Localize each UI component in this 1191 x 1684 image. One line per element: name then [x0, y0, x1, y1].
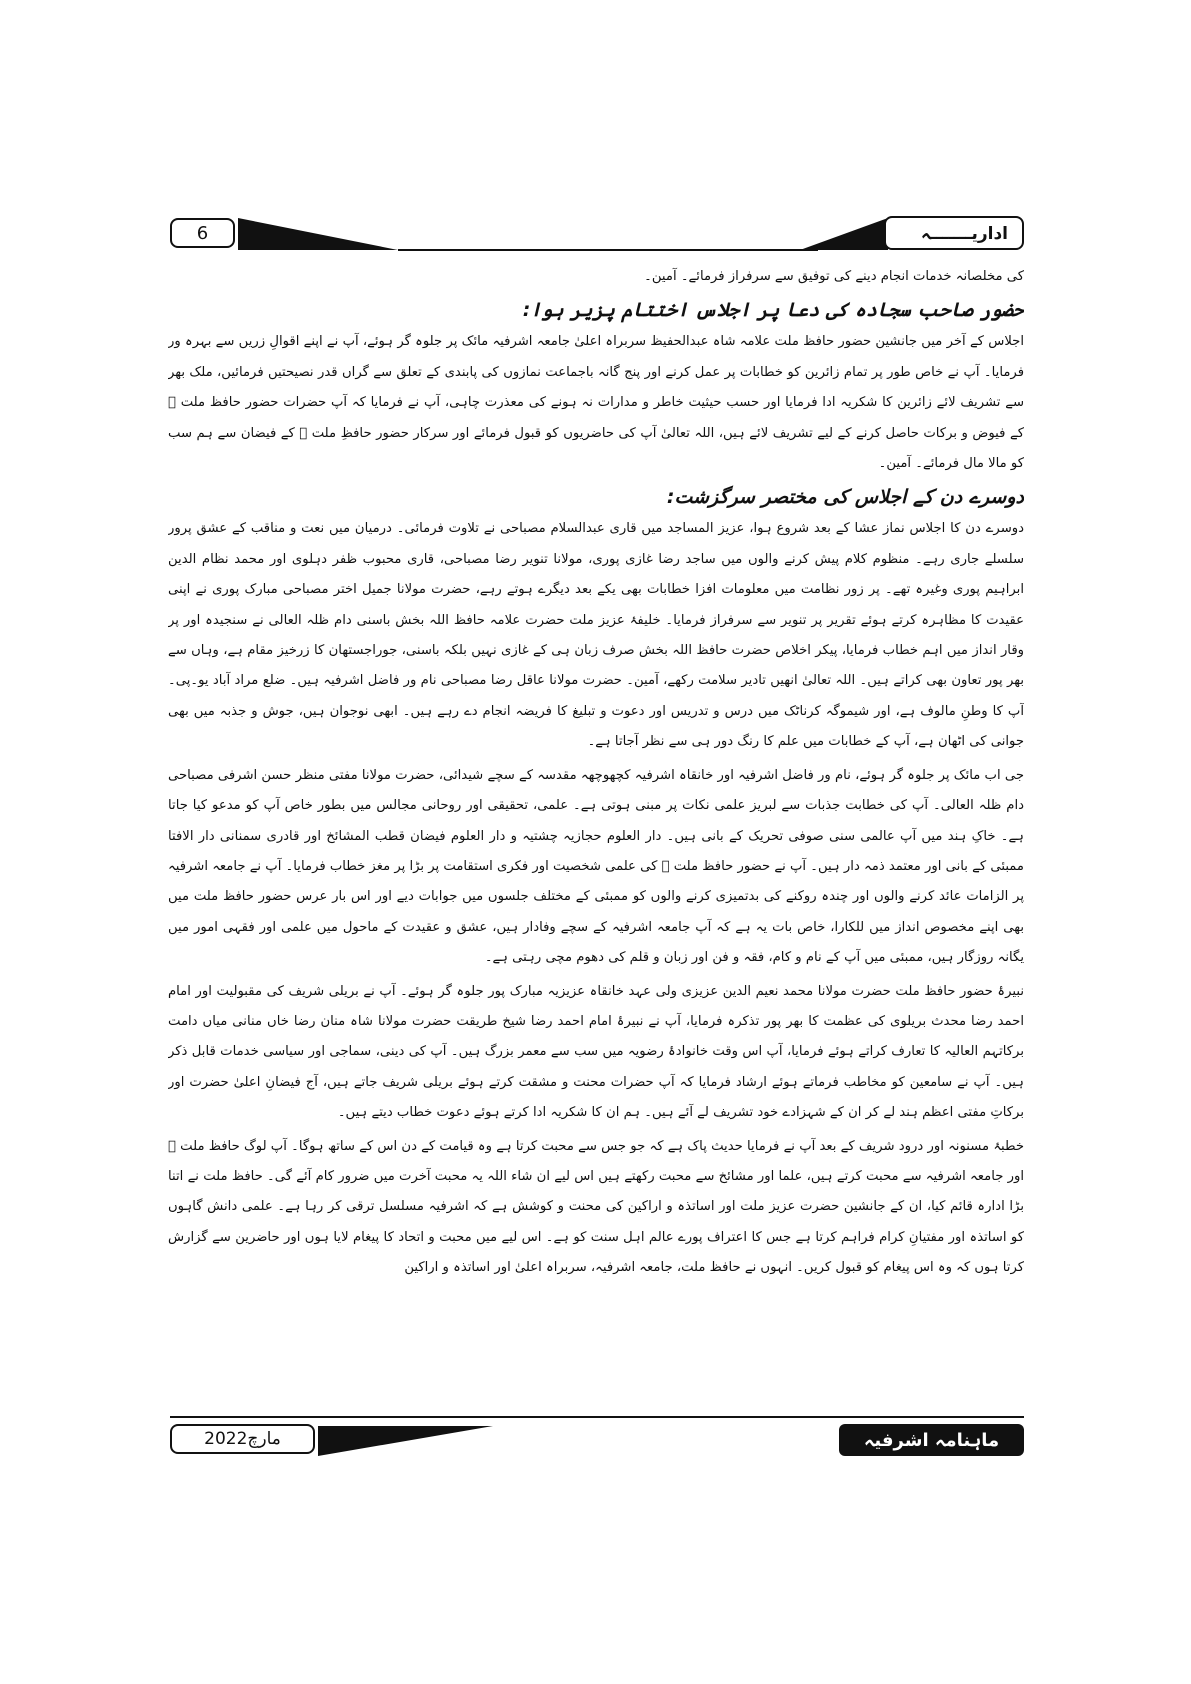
page-header — [170, 214, 1024, 254]
footer-rule — [170, 1416, 1024, 1418]
paragraph: اجلاس کے آخر میں جانشین حضور حافظ ملت علامہ شاہ عبدالحفیظ سربراہ اعلیٰ جامعہ اشرفیہ مائک پر جلوہ گر ہوئے، آپ نے اپنے اقوالِ زریں سے بہرہ ور فرمایا۔ آپ نے خاص طور پر تمام زائرین کو خطابات پر عمل کرنے اور پنج گانہ باجماعت نمازوں کی پابندی کے تعلق سے گراں قدر نصیحتیں فرمائیں، ملک بھر سے تشریف لائے زائرین کا شکریہ ادا فرمایا اور حسب حیثیت خاطر و مدارات نہ ہونے کی معذرت چاہی، آپ نے فرمایا کہ آپ حضرات حضور حافظ ملت ﷫ کے فیوض و برکات حاصل کرنے کے لیے تشریف لائے ہیں، اللہ تعالیٰ آپ کی حاضریوں کو قبول فرمائے اور سرکار حضور حافظِ ملت ﷫ کے فیضان سے ہم سب کو مالا مال فرمائے۔ آمین۔ — [168, 334, 1024, 472]
section-heading: حضور صاحب سجادہ کی دعا پر اجلاس اختتام پزیر ہوا: — [522, 299, 1024, 322]
paragraph: دوسرے دن کا اجلاس نماز عشا کے بعد شروع ہوا، عزیز المساجد میں قاری عبدالسلام مصباحی نے تلاوت فرمائی۔ درمیان میں نعت و مناقب کے عشق پرور سلسلے جاری رہے۔ منظوم کلام پیش کرنے والوں میں ساجد رضا غازی پوری، مولانا تنویر رضا مصباحی، قاری محبوب ظفر دہلوی اور محمد نظام الدین ابراہیم پوری وغیرہ تھے۔ پر زور نظامت میں معلومات افزا خطابات بھی یکے بعد دیگرے ہوتے رہے، حضرت مولانا جمیل اختر مصباحی مبارک پوری نے اپنی عقیدت کا مظاہرہ کرتے ہوئے تقریر پر تنویر سے سرفراز فرمایا۔ خلیفۂ عزیز ملت حضرت علامہ حافظ اللہ بخش باسنی دام ظلہ العالی نے سنجیدہ اور پر وقار انداز میں اہم خطاب فرمایا، پیکر اخلاص حضرت حافظ اللہ بخش صرف زبان ہی کے غازی نہیں بلکہ باسنی، جوراجستھان کا زرخیز مقام ہے، وہاں سے بھر پور تعاون بھی کراتے ہیں۔ اللہ تعالیٰ انھیں تادیر سلامت رکھے، آمین۔ حضرت مولانا عاقل رضا مصباحی نام ور فاضل اشرفیہ ہیں۔ ضلع مراد آباد یو۔پی۔ آپ کا وطنِ مالوف ہے، اور شیموگہ کرناٹک میں درس و تدریس اور دعوت و تبلیغ کا فریضہ انجام دے رہے ہیں۔ ابھی نوجوان ہیں، جوش و جذبہ میں بھی جوانی کی اٹھان ہے، آپ کے خطابات میں علم کا رنگ دور ہی سے نظر آجاتا ہے۔ — [168, 521, 1024, 750]
section-heading: دوسرے دن کے اجلاس کی مختصر سرگزشت: — [666, 486, 1024, 509]
header-right-wedge — [800, 214, 888, 254]
article-body — [168, 262, 1024, 1410]
section-title: اداریـــــــہ — [884, 216, 1024, 250]
page-footer — [170, 1416, 1024, 1460]
paragraph: نبیرۂ حضور حافظ ملت حضرت مولانا محمد نعیم الدین عزیزی ولی عہد خانقاہ عزیزیہ مبارک پور جلوہ گر ہوئے۔ آپ نے بریلی شریف کی مقبولیت اور امام احمد رضا محدث بریلوی کی عظمت کا بھر پور تذکرہ فرمایا، آپ نے نبیرۂ امام احمد رضا شیخ طریقت حضرت مولانا شاہ منان رضا خاں منانی میاں دامت برکاتہم العالیہ کا تعارف کراتے ہوئے فرمایا، آپ اس وقت خانوادۂ رضویہ میں سب سے معمر بزرگ ہیں۔ آپ کی دینی، سماجی اور سیاسی خدمات قابل ذکر ہیں۔ آپ نے سامعین کو مخاطب فرماتے ہوئے ارشاد فرمایا کہ آپ حضرات محنت و مشقت کرتے ہوئے بریلی شریف جاتے ہیں، آج فیضانِ اعلیٰ حضرت اور برکاتِ مفتی اعظم ہند لے کر ان کے شہزادے خود تشریف لے آئے ہیں۔ ہم ان کا شکریہ ادا کرتے ہوئے دعوت خطاب دیتے ہیں۔ — [168, 983, 1024, 1121]
magazine-name: ماہنامہ اشرفیہ — [839, 1424, 1024, 1456]
intro-line: کی مخلصانہ خدمات انجام دینے کی توفیق سے سرفراز فرمائے۔ آمین۔ — [644, 269, 1024, 284]
issue-date: مارچ2022 — [170, 1424, 315, 1454]
paragraph: خطبۂ مسنونہ اور درود شریف کے بعد آپ نے فرمایا حدیث پاک ہے کہ جو جس سے محبت کرتا ہے وہ قیامت کے دن اس کے ساتھ ہوگا۔ آپ لوگ حافظ ملت ﷫ اور جامعہ اشرفیہ سے محبت کرتے ہیں، علما اور مشائخ سے محبت رکھتے ہیں اس لیے ان شاء اللہ یہ محبت آخرت میں ضرور کام آئے گی۔ حافظ ملت نے اتنا بڑا ادارہ قائم کیا، ان کے جانشین حضرت عزیز ملت اور اساتذہ و اراکین کی محنت و کوشش ہے کہ اشرفیہ مسلسل ترقی کر رہا ہے۔ علمی دانش گاہوں کو اساتذہ اور مفتیانِ کرام فراہم کرتا ہے جس کا اعتراف پورے عالم اہل سنت کو ہے۔ اس لیے میں محبت و اتحاد کا پیغام لایا ہوں اور حاضرین سے گزارش کرتا ہوں کہ وہ اس پیغام کو قبول کریں۔ انہوں نے حافظ ملت، جامعہ اشرفیہ، سربراہ اعلیٰ اور اساتذہ و اراکین — [168, 1138, 1024, 1276]
footer-wedge — [318, 1424, 493, 1458]
paragraph: جی اب مائک پر جلوہ گر ہوئے، نام ور فاضل اشرفیہ اور خانقاہ اشرفیہ کچھوچھہ مقدسہ کے سچے شیدائی، حضرت مولانا مفتی منظر حسن اشرفی مصباحی دام ظلہ العالی۔ آپ کی خطابت جذبات سے لبریز علمی نکات پر مبنی ہوتی ہے۔ علمی، تحقیقی اور روحانی مجالس میں بطور خاص آپ کو مدعو کیا جاتا ہے۔ خاکِ ہند میں آپ عالمی سنی صوفی تحریک کے بانی ہیں۔ دار العلوم حجازیہ چشتیہ و دار العلوم فیضان قطب المشائخ اور قادری سمنانی دار الافتا ممبئی کے بانی اور معتمد ذمہ دار ہیں۔ آپ نے حضور حافظ ملت ﷫ کی علمی شخصیت اور فکری استقامت پر بڑا پر مغز خطاب فرمایا۔ آپ نے جامعہ اشرفیہ پر الزامات عائد کرنے والوں اور چندہ روکنے کی بدتمیزی کرنے والوں کو ممبئی کے مختلف جلسوں میں جوابات دیے اور اس بار عرس حضور حافظ ملت میں بھی اپنے مخصوص انداز میں للکارا، خاص بات یہ ہے کہ آپ جامعہ اشرفیہ کے سچے وفادار ہیں، عشق و عقیدت کے ماحول میں علمی اور فقہی امور میں یگانہ روزگار ہیں، ممبئی میں آپ کے نام و کام، فقہ و فن اور زبان و قلم کی دھوم مچی رہتی ہے۔ — [168, 767, 1024, 966]
header-rule — [398, 214, 818, 254]
page-number: 6 — [170, 218, 235, 248]
header-left-wedge — [238, 214, 398, 254]
